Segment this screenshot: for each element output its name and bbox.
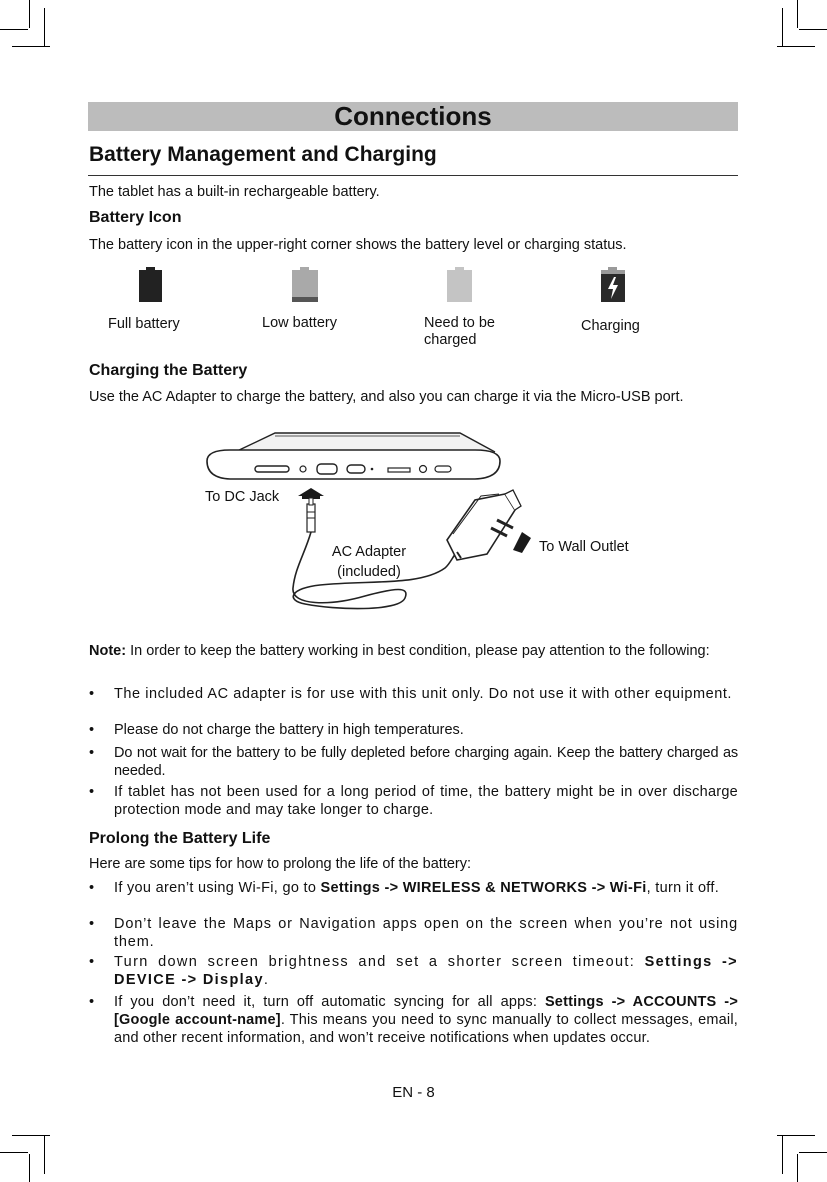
intro-text: The tablet has a built-in rechargeable battery. (89, 184, 380, 200)
battery-need-charge-line2: charged (424, 332, 477, 348)
page-title-banner: Connections (88, 102, 738, 131)
section-title: Battery Management and Charging (89, 143, 437, 166)
tip-item: • If you aren’t using Wi-Fi, go to Settings -> WIRELESS & NETWORKS -> Wi-Fi, turn it off. (89, 879, 738, 897)
battery-charging-label: Charging (581, 318, 640, 334)
section-divider (88, 175, 738, 176)
page-number: EN - 8 (392, 1084, 435, 1101)
prolong-heading: Prolong the Battery Life (89, 830, 271, 847)
tip-item-text: If you aren’t using Wi-Fi, go to Settings -> WIRELESS & NETWORKS -> Wi-Fi, turn it off. (114, 880, 720, 896)
tip-item: • Turn down screen brightness and set a shorter screen timeout: Settings -> DEVICE -> Display. (89, 954, 738, 988)
battery-low-icon (292, 267, 318, 303)
note-paragraph (89, 642, 738, 660)
plug-arrow-icon (513, 532, 531, 553)
battery-empty-icon (447, 267, 472, 303)
adapter-label-line1: AC Adapter (331, 544, 407, 560)
charging-diagram (195, 428, 655, 613)
battery-need-charge-line1: Need to be (424, 315, 495, 331)
prolong-intro: Here are some tips for how to prolong the life of the battery: (89, 856, 472, 872)
note-label: Note: (89, 643, 127, 659)
tip-item-text: Turn down screen brightness and set a shorter screen timeout: Settings -> DEVICE -> Display. (114, 954, 738, 988)
tip-item: • Don’t leave the Maps or Navigation apps open on the screen when you’re not using them. (89, 916, 738, 950)
adapter-label-line2: (included) (337, 564, 401, 580)
battery-need-charge-label (424, 315, 495, 349)
note-text: In order to keep the battery working in best condition, please pay attention to the following: (126, 643, 710, 659)
note-item: • Do not wait for the battery to be fully depleted before charging again. Keep the battery charged as needed. (89, 745, 738, 779)
ac-adapter-illustration (447, 490, 521, 560)
charging-description: Use the AC Adapter to charge the battery, and also you can charge it via the Micro-USB port. (89, 389, 684, 405)
battery-full-label: Full battery (108, 316, 180, 332)
tip-item: • If you don’t need it, turn off automatic syncing for all apps: Settings -> ACCOUNTS ->[Google account-name]. This means you need to sync manually to collect messages, email, and other recent information, and won’t receive notifications when updates occur. (89, 994, 738, 1046)
note-item-text: The included AC adapter is for use with this unit only. Do not use it with other equipment. (114, 686, 733, 702)
battery-low-label: Low battery (262, 315, 337, 331)
dc-jack-label: To DC Jack (205, 489, 280, 505)
note-item-text: Do not wait for the battery to be fully depleted before charging again. Keep the battery charged as needed. (114, 745, 738, 779)
battery-full-icon (139, 267, 162, 303)
battery-icon-heading: Battery Icon (89, 209, 182, 226)
note-item: • If tablet has not been used for a long period of time, the battery might be in over discharge protection mode and may take longer to charge. (89, 784, 738, 818)
battery-icon-description: The battery icon in the upper-right corner shows the battery level or charging status. (89, 237, 627, 253)
tip-item-text: Don’t leave the Maps or Navigation apps open on the screen when you’re not using them. (114, 916, 738, 950)
note-item-text: Please do not charge the battery in high temperatures. (114, 722, 464, 738)
note-item: • Please do not charge the battery in high temperatures. (89, 721, 738, 739)
charging-heading: Charging the Battery (89, 362, 248, 379)
up-arrow-icon (298, 488, 324, 499)
tip-item-text: If you don’t need it, turn off automatic syncing for all apps: Settings -> ACCOUNTS ->[Google account-name]. This means you need to sync manually to collect messages, email, and other recent information, and won’t receive notifications when updates occur. (114, 994, 738, 1046)
wall-outlet-label: To Wall Outlet (539, 539, 629, 555)
note-item-text: If tablet has not been used for a long period of time, the battery might be in over discharge protection mode and may take longer to charge. (114, 784, 738, 818)
adapter-label (327, 544, 411, 581)
battery-charging-icon (601, 267, 625, 303)
dc-plug-illustration (307, 498, 315, 532)
note-item: • The included AC adapter is for use with this unit only. Do not use it with other equipment. (89, 685, 738, 703)
tablet-illustration (207, 433, 500, 479)
